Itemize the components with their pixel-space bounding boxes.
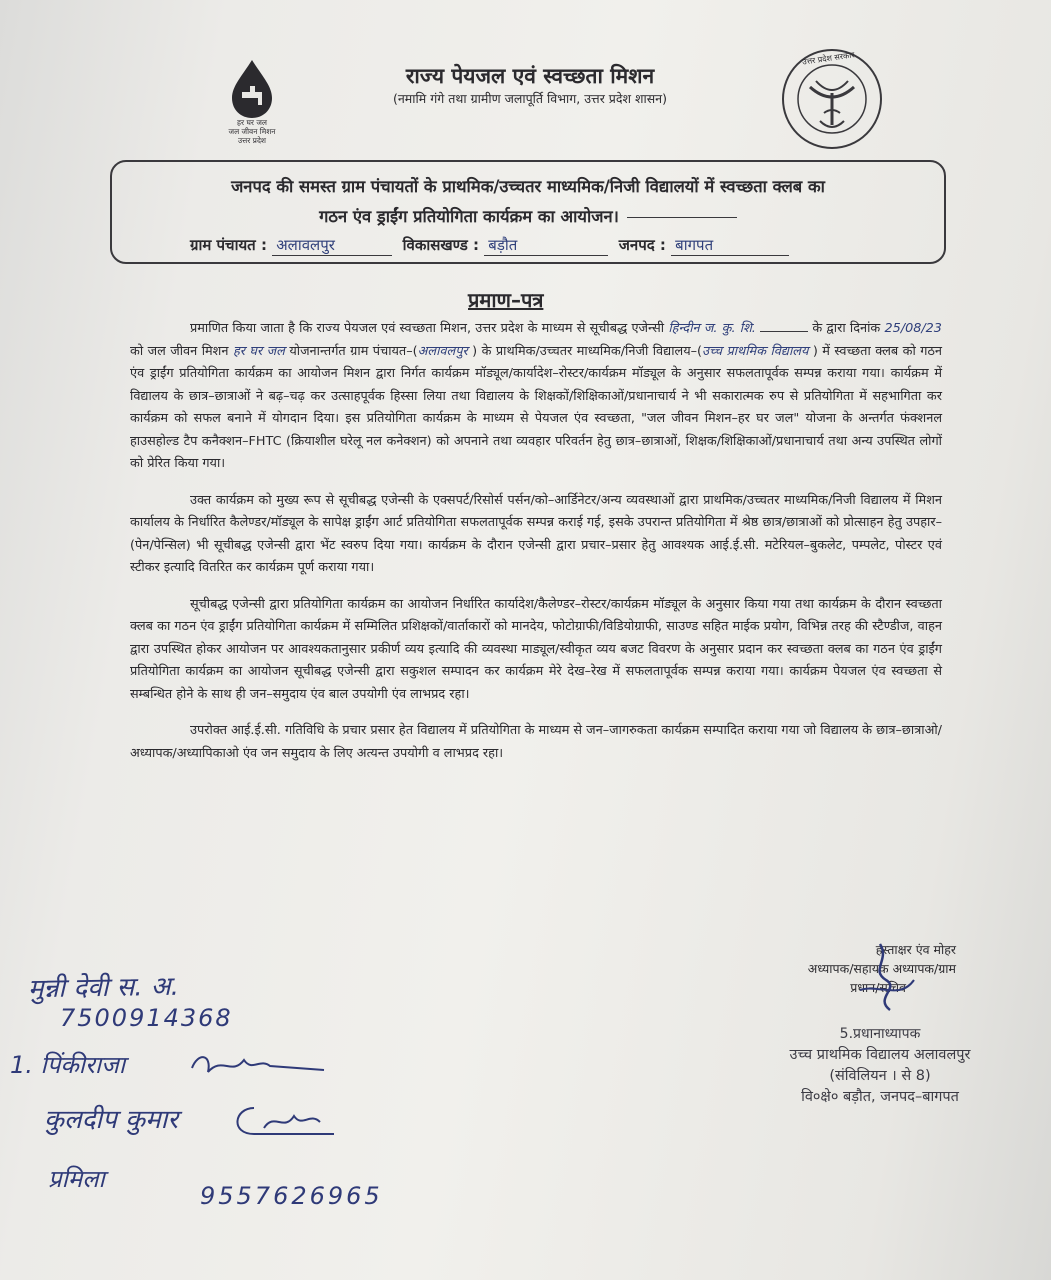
handwritten-phone-2: 9557626965 <box>200 1182 383 1210</box>
paragraph-4: उपरोक्त आई.ई.सी. गतिविधि के प्रचार प्रसार हेत विद्यालय में प्रतियोगिता के माध्यम से जन–जागरुकता कार्यक्रम सम्पादित कराया गया जो विद्यालय के छात्र–छात्राओ/अध्यापक/अध्यापिकाओ एंव जन समुदाय के लिए अत्यन्त उपयोगी व लाभप्रद रहा। <box>130 723 942 761</box>
paragraph-2: उक्त कार्यक्रम को मुख्य रूप से सूचीबद्ध एजेन्सी के एक्सपर्ट/रिसोर्स पर्सन/को–आर्डिनेटर/अन्य व्यवस्थाओं द्वारा प्राथमिक/उच्चतर माध्यमिक/निजी विद्यालय में मिशन कार्यालय के निर्धारित कैलेण्डर/मॉड्यूल के सापेक्ष ड्राईंग आर्ट प्रतियोगिता सफलतापूर्वक सम्पन्न कराई गई, इसके उपरान्त प्रतियोगिता में श्रेष्ठ छात्र/छात्राओं को प्रोत्साहन हेतु उपहार–(पेन/पेन्सिल) भी सूचीबद्ध एजेन्सी द्वारा भेंट स्वरुप दिया गया। कार्यक्रम के दौरान एजेन्सी द्वारा प्रचार–प्रसार हेतु आवश्यक आई.ई.सी. मटेरियल–बुकलेट, पम्पलेट, पोस्टर एवं स्टीकर इत्यादि वितरित कर कार्यक्रम पूर्ण कराया गया। <box>130 492 942 575</box>
signature-scribble-2 <box>188 1046 328 1086</box>
jal-jeevan-mission-logo <box>212 56 292 148</box>
subject-line-2-text: गठन एंव ड्राईंग प्रतियोगिता कार्यक्रम का आयोजन। <box>319 207 619 226</box>
emblem-text: उत्तर प्रदेश सरकार <box>801 50 856 67</box>
blank-agency <box>760 331 808 332</box>
para1-text-4: योजनान्तर्गत ग्राम पंचायत <box>289 343 407 359</box>
subject-line-1: जनपद की समस्त ग्राम पंचायतों के प्राथमिक/उच्चतर माध्यमिक/निजी विद्यालयों में स्वच्छता क्लब का <box>231 177 825 196</box>
para1-text-2: के द्वारा दिनांक <box>812 321 881 336</box>
agency-fill: हिन्दीन ज. कु. शि. <box>668 321 756 336</box>
handwritten-name-3: कुलदीप कुमार <box>44 1105 179 1135</box>
handwritten-phone-1: 7500914368 <box>60 1004 233 1032</box>
para1-text-3: को जल जीवन मिशन <box>130 343 229 359</box>
block-value: बड़ौत <box>484 235 608 256</box>
stamp-line-4: वि०क्षे० बड़ौत, जनपद–बागपत <box>801 1089 959 1105</box>
para1-text-6: ) में स्वच्छता क्लब को गठन एंव ड्राईंग प्रतियोगिता कार्यक्रम का आयोजन मिशन द्वारा निर्गत कार्यक्रम मॉड्यूल/कार्यादेश–रोस्टर/कार्यक्रम मॉड्यूल के अनुसार सफलतापूर्वक सम्पन्न कराया गया। कार्यक्रम में विद्यालय के छात्र–छात्राओं ने बढ़–चढ़ कर उत्साहपूर्वक हिस्सा लिया तथा विद्यालय के शिक्षकों/शिक्षिकाओं/प्रधानाचार्य ने भी सकारात्मक रुप से प्रतियोगिता में सहभागिता कर कार्यक्रम को सफल बनाने में योगदान दिया। इस प्रतियोगिता कार्यक्रम के माध्यम से पेयजल एंव स्वच्छता, "जल जीवन मिशन–हर घर जल" योजना के अन्तर्गत फंक्शनल हाउसहोल्ड टैप कनैक्शन–FHTC (क्रियाशील घरेलू नल कनेक्शन) को अपनाने तथा व्यवहार परिवर्तन हेतु छात्र–छात्राओं, शिक्षक/शिक्षिकाओं/प्रधानाचार्य तथा अन्य उपस्थित लोगों को प्रेरित किया गया। <box>130 343 942 471</box>
logo-caption-3: उत्तर प्रदेश <box>237 136 267 145</box>
mission-subtitle: (नमामि गंगे तथा ग्रामीण जलापूर्ति विभाग, उत्तर प्रदेश शासन) <box>392 91 667 106</box>
signature-scribble <box>850 940 920 1020</box>
stamp-line-1-text: प्रधानाध्यापक <box>853 1026 921 1042</box>
school-stamp <box>750 1024 1010 1108</box>
logo-caption-1: हर घर जल <box>237 118 267 127</box>
stamp-line-3: (संविलियन । से 8) <box>829 1068 931 1084</box>
subject-box <box>110 160 946 264</box>
signature-scribble-3 <box>224 1098 344 1142</box>
date-fill: 25/08/23 <box>884 321 942 336</box>
stamp-line-2: उच्च प्राथमिक विद्यालय अलावलपुर <box>789 1047 971 1063</box>
signature-line-2: अध्यापक/सहायक अध्यापक/ग्राम <box>807 961 956 976</box>
paragraph-3: सूचीबद्ध एजेन्सी द्वारा प्रतियोगिता कार्यक्रम का आयोजन निर्धारित कार्यादेश/कैलेण्डर–रोस्टर/कार्यक्रम मॉड्यूल के अनुसार किया गया तथा कार्यक्रम के दौरान स्वच्छता क्लब का गठन एंव ड्राईंग प्रतियोगिता कार्यक्रम में सम्मिलित प्रशिक्षकों/वार्ताकारों को मानदेय, फोटोग्राफी/विडियोग्राफी, साउण्ड सहित माईक प्रयोग, विभिन्न तरह की स्टैण्डीज, वाहन द्वारा उपस्थित होकर आयोजन पर आवश्यकतानुसार प्रकीर्ण व्यय इत्यादि की व्यवस्था माड्यूल/स्वीकृत व्यय बजट विवरण के अनुसार प्रदान कर स्वच्छता क्लब का गठन एंव ड्राईंग प्रतियोगिता कार्यक्रम का आयोजन सूचीबद्ध एजेन्सी द्वारा सकुशल सम्पादन कर कार्यक्रम मेरे देख–रेख में सफलतापूर्वक सम्पन्न कराया गया। कार्यक्रम पेयजल एंव स्वच्छता से सम्बन्धित होने के साथ ही जन–समुदाय एंव बाल उपयोगी एंव लाभप्रद रहा। <box>130 596 942 702</box>
block-label: विकासखण्ड : <box>402 236 480 254</box>
subject-line-2 <box>112 204 944 227</box>
certificate-body <box>130 318 942 779</box>
paragraph-1: प्रमाणित किया जाता है कि राज्य पेयजल एवं स्वच्छता मिशन, उत्तर प्रदेश के माध्यम से सूचीबद्ध एजेन्सी हिन्दीन ज. कु. शि. के द्वारा दिनांक 25/08/23 को जल जीवन मिशन हर घर जल योजनान्तर्गत ग्राम पंचायत–(अलावलपुर ) के प्राथमिक/उच्चतर माध्यमिक/निजी विद्यालय–(उच्च प्राथमिक विद्यालय ) में स्वच्छता क्लब को गठन एंव ड्राईंग प्रतियोगिता कार्यक्रम का आयोजन मिशन द्वारा निर्गत कार्यक्रम मॉड्यूल/कार्यादेश–रोस्टर/कार्यक्रम मॉड्यूल के अनुसार सफलतापूर्वक सम्पन्न कराया गया। कार्यक्रम में विद्यालय के छात्र–छात्राओं ने बढ़–चढ़ कर उत्साहपूर्वक हिस्सा लिया तथा विद्यालय के शिक्षकों/शिक्षिकाओं/प्रधानाचार्य ने भी सकारात्मक रुप से प्रतियोगिता में सहभागिता कर कार्यक्रम को सफल बनाने में योगदान दिया। इस प्रतियोगिता कार्यक्रम के माध्यम से पेयजल एंव स्वच्छता, "जल जीवन मिशन–हर घर जल" योजना के अन्तर्गत फंक्शनल हाउसहोल्ड टैप कनैक्शन–FHTC (क्रियाशील घरेलू नल कनेक्शन) को अपनाने तथा व्यवहार परिवर्तन हेतु छात्र–छात्राओं, शिक्षक/शिक्षिकाओं/प्रधानाचार्य तथा अन्य उपस्थित लोगों को प्रेरित किया गया। <box>130 321 942 471</box>
yojana-fill: हर घर जल <box>232 343 285 359</box>
para1-text-1: प्रमाणित किया जाता है कि राज्य पेयजल एवं स्वच्छता मिशन, उत्तर प्रदेश के माध्यम से सूचीबद्ध एजेन्सी <box>190 321 665 336</box>
handwritten-name-1: मुन्नी देवी स. अ. <box>27 971 180 1005</box>
school-fill: उच्च प्राथमिक विद्यालय <box>702 343 809 359</box>
gram-panchayat-value: अलावलपुर <box>272 235 392 256</box>
signature-block <box>716 940 956 997</box>
gram-panchayat-label: ग्राम पंचायत : <box>190 236 267 254</box>
up-government-emblem <box>780 47 884 151</box>
signature-line-3: प्रधान/सचिव <box>850 980 906 995</box>
mission-title: राज्य पेयजल एवं स्वच्छता मिशन <box>405 64 655 88</box>
village-fill: अलावलपुर <box>417 343 468 359</box>
blank-line <box>627 217 737 218</box>
handwritten-name-4: प्रमिला <box>48 1165 105 1193</box>
para1-text-5: ) के प्राथमिक/उच्चतर माध्यमिक/निजी विद्यालय <box>472 343 691 359</box>
signature-line-1: हस्ताक्षर एंव मोहर <box>875 942 956 957</box>
handwritten-name-2: 1. पिंकीराजा <box>10 1051 126 1079</box>
district-value: बागपत <box>671 235 789 256</box>
logo-caption-2: जल जीवन मिशन <box>228 127 276 136</box>
location-line <box>190 235 789 256</box>
certificate-title: प्रमाण–पत्र <box>468 288 544 312</box>
district-label: जनपद : <box>618 236 666 254</box>
stamp-line-1: 5.प्रधानाध्यापक <box>839 1026 921 1042</box>
